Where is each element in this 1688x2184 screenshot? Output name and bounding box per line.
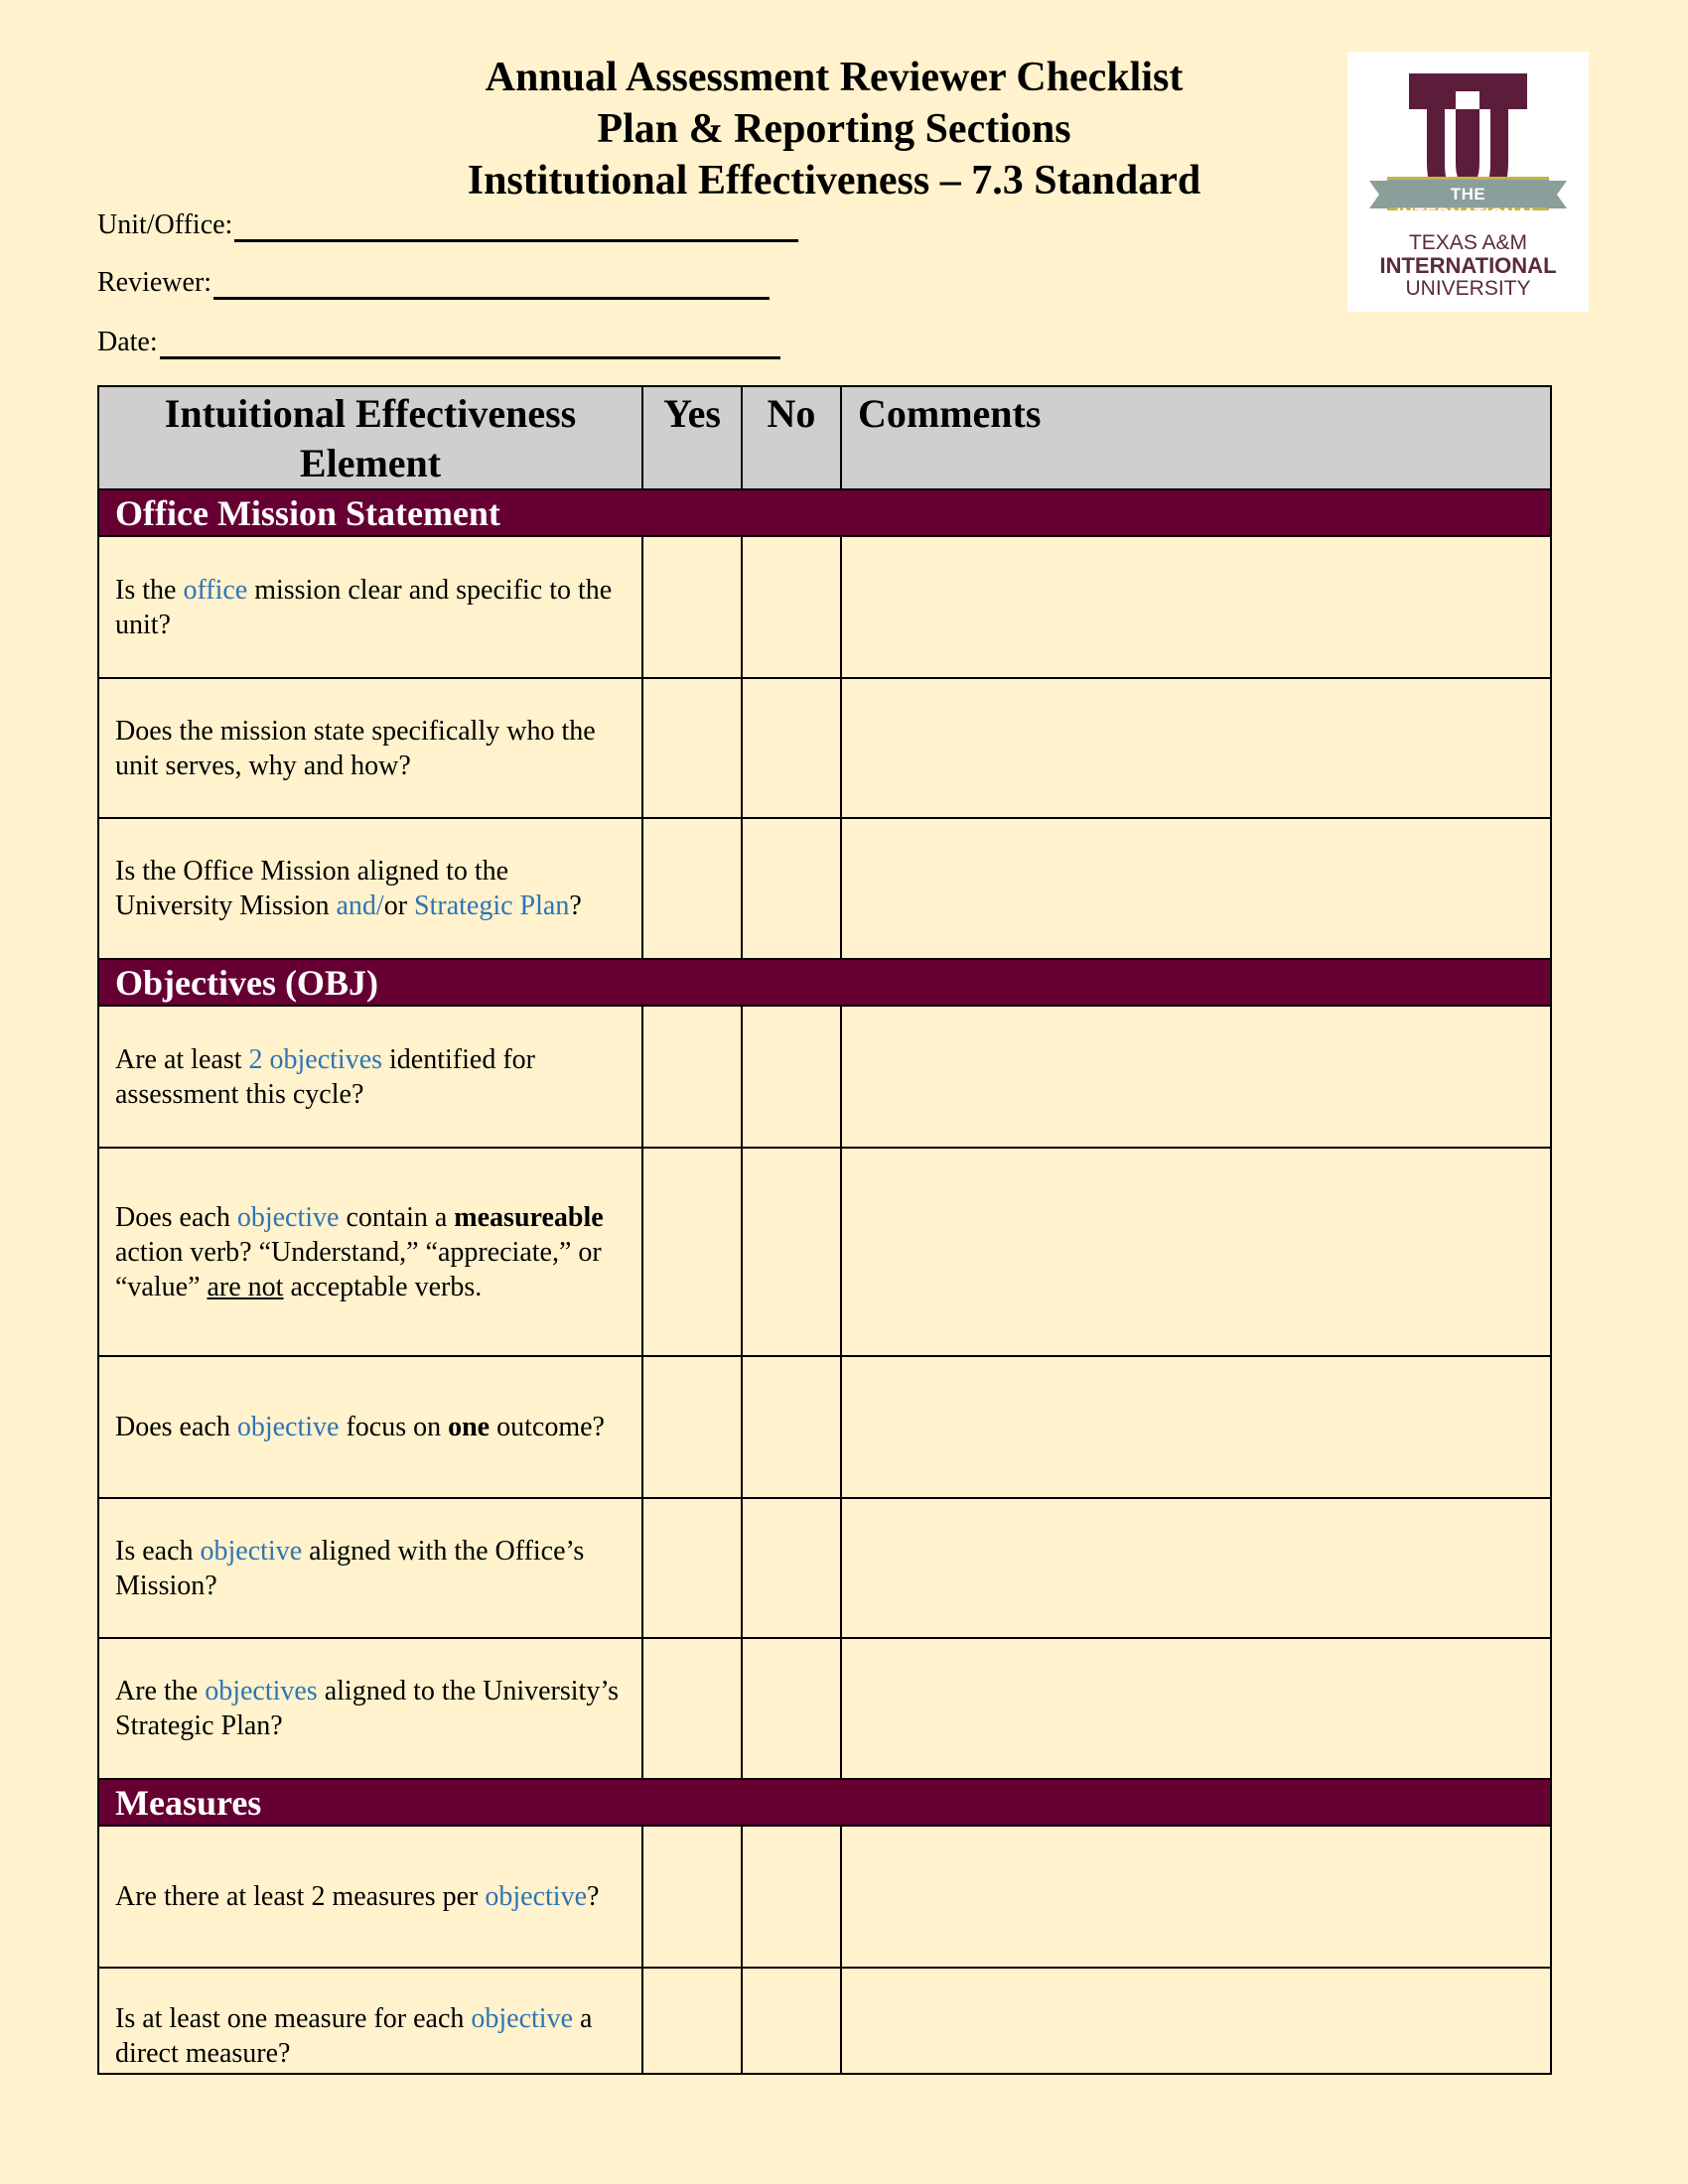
no-cell[interactable]	[742, 1498, 841, 1638]
yes-cell[interactable]	[642, 818, 742, 959]
no-cell[interactable]	[742, 1006, 841, 1148]
logo-line-3: UNIVERSITY	[1405, 277, 1531, 300]
table-header-row	[98, 386, 1551, 489]
section-row	[98, 1779, 1551, 1826]
section-row	[98, 489, 1551, 536]
header-no: No	[742, 386, 841, 489]
table-row	[98, 678, 1551, 818]
date-label: Date:	[97, 327, 158, 357]
table-row	[98, 1498, 1551, 1638]
section-title-measures: Measures	[98, 1779, 1551, 1826]
yes-cell[interactable]	[642, 1148, 742, 1356]
yes-cell[interactable]	[642, 1968, 742, 2074]
table-row	[98, 1826, 1551, 1968]
comments-cell[interactable]	[841, 536, 1551, 678]
comments-cell[interactable]	[841, 1638, 1551, 1779]
comments-cell[interactable]	[841, 818, 1551, 959]
table-row	[98, 1006, 1551, 1148]
no-cell[interactable]	[742, 1356, 841, 1498]
logo-line-2: INTERNATIONAL	[1379, 253, 1557, 278]
question-cell: Is the Office Mission aligned to the University Mission and/or Strategic Plan?	[98, 818, 642, 959]
question-cell: Is each objective aligned with the Office’s Mission?	[98, 1498, 642, 1638]
document-title	[338, 52, 1331, 206]
yes-cell[interactable]	[642, 678, 742, 818]
question-cell: Does each objective contain a measureable action verb? “Understand,” “appreciate,” or “value” are not acceptable verbs.	[98, 1148, 642, 1356]
yes-cell[interactable]	[642, 1826, 742, 1968]
comments-cell[interactable]	[841, 1148, 1551, 1356]
table-row	[98, 1356, 1551, 1498]
question-cell: Are there at least 2 measures per objective?	[98, 1826, 642, 1968]
checklist-table	[97, 385, 1552, 2075]
no-cell[interactable]	[742, 1826, 841, 1968]
date-field	[97, 326, 780, 359]
comments-cell[interactable]	[841, 1006, 1551, 1148]
reviewer-input-line[interactable]	[213, 272, 770, 300]
question-cell: Is at least one measure for each objective a direct measure?	[98, 1968, 642, 2074]
no-cell[interactable]	[742, 1148, 841, 1356]
table-row	[98, 1638, 1551, 1779]
yes-cell[interactable]	[642, 536, 742, 678]
comments-cell[interactable]	[841, 1356, 1551, 1498]
question-cell: Are the objectives aligned to the University’s Strategic Plan?	[98, 1638, 642, 1779]
unit-office-input-line[interactable]	[234, 214, 798, 242]
title-line-3: Institutional Effectiveness – 7.3 Standard	[467, 158, 1201, 204]
date-input-line[interactable]	[160, 332, 780, 359]
comments-cell[interactable]	[841, 1826, 1551, 1968]
no-cell[interactable]	[742, 818, 841, 959]
question-cell: Does each objective focus on one outcome?	[98, 1356, 642, 1498]
section-title-mission: Office Mission Statement	[98, 489, 1551, 536]
table-row	[98, 818, 1551, 959]
no-cell[interactable]	[742, 678, 841, 818]
university-logo	[1347, 52, 1589, 312]
no-cell[interactable]	[742, 1638, 841, 1779]
unit-office-field	[97, 208, 798, 242]
question-cell: Is the office mission clear and specific to the unit?	[98, 536, 642, 678]
header-yes: Yes	[642, 386, 742, 489]
table-row	[98, 536, 1551, 678]
no-cell[interactable]	[742, 536, 841, 678]
question-cell: Are at least 2 objectives identified for assessment this cycle?	[98, 1006, 642, 1148]
section-row	[98, 959, 1551, 1006]
logo-banner-text: THE INTERNATIONAL	[1396, 185, 1540, 223]
logo-line-1: TEXAS A&M	[1408, 231, 1528, 254]
yes-cell[interactable]	[642, 1006, 742, 1148]
comments-cell[interactable]	[841, 678, 1551, 818]
header-comments: Comments	[841, 386, 1551, 489]
title-line-2: Plan & Reporting Sections	[597, 106, 1071, 152]
title-line-1: Annual Assessment Reviewer Checklist	[485, 55, 1184, 100]
yes-cell[interactable]	[642, 1498, 742, 1638]
no-cell[interactable]	[742, 1968, 841, 2074]
question-cell: Does the mission state specifically who the unit serves, why and how?	[98, 678, 642, 818]
unit-office-label: Unit/Office:	[97, 209, 233, 240]
section-title-objectives: Objectives (OBJ)	[98, 959, 1551, 1006]
yes-cell[interactable]	[642, 1638, 742, 1779]
yes-cell[interactable]	[642, 1356, 742, 1498]
reviewer-field	[97, 266, 770, 300]
comments-cell[interactable]	[841, 1498, 1551, 1638]
header-element: Intuitional Effectiveness Element	[98, 386, 642, 489]
reviewer-label: Reviewer:	[97, 267, 212, 298]
comments-cell[interactable]	[841, 1968, 1551, 2074]
table-row	[98, 1148, 1551, 1356]
table-row	[98, 1968, 1551, 2074]
